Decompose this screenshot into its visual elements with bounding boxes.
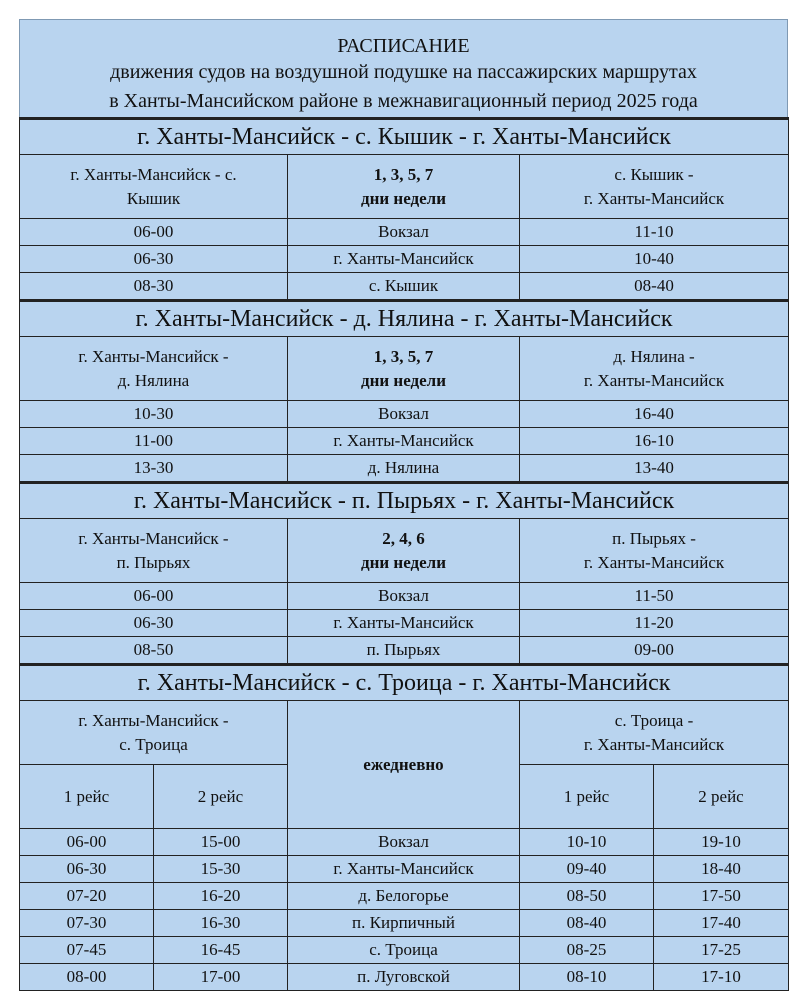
- return-time: 16-40: [520, 401, 789, 428]
- return-time: 08-40: [520, 273, 789, 301]
- departure-time: 08-30: [20, 273, 288, 301]
- table-row: [20, 610, 789, 637]
- route-title: г. Ханты-Мансийск - п. Пырьях - г. Ханты-Мансийск: [20, 483, 789, 519]
- table-row: [20, 964, 789, 991]
- schedule-table: [19, 117, 789, 991]
- days-header: 1, 3, 5, 7 дни недели: [288, 155, 520, 219]
- stop-name: г. Ханты-Мансийск: [288, 856, 520, 883]
- return-time: 18-40: [654, 856, 789, 883]
- return-time: 10-10: [520, 829, 654, 856]
- return-direction-header: д. Нялина - г. Ханты-Мансийск: [520, 337, 789, 401]
- departure-time: 10-30: [20, 401, 288, 428]
- departure-time: 17-00: [154, 964, 288, 991]
- departure-time: 06-30: [20, 610, 288, 637]
- return-time: 17-25: [654, 937, 789, 964]
- trip-1-header: 1 рейс: [20, 765, 154, 829]
- stop-name: Вокзал: [288, 401, 520, 428]
- return-time: 17-10: [654, 964, 789, 991]
- forward-direction-header: г. Ханты-Мансийск - с. Троица: [20, 701, 288, 765]
- route-title: г. Ханты-Мансийск - с. Кышик - г. Ханты-Мансийск: [20, 119, 789, 155]
- stop-name: п. Кирпичный: [288, 910, 520, 937]
- trip-2-header: 2 рейс: [154, 765, 288, 829]
- route-title: г. Ханты-Мансийск - с. Троица - г. Ханты-Мансийск: [20, 665, 789, 701]
- days-header: 2, 4, 6 дни недели: [288, 519, 520, 583]
- route-column-headers: [20, 155, 789, 219]
- return-time: 13-40: [520, 455, 789, 483]
- stop-name: г. Ханты-Мансийск: [288, 428, 520, 455]
- return-direction-header: п. Пырьях - г. Ханты-Мансийск: [520, 519, 789, 583]
- return-time: 08-10: [520, 964, 654, 991]
- departure-time: 11-00: [20, 428, 288, 455]
- schedule-title: РАСПИСАНИЕ: [337, 35, 470, 57]
- departure-time: 06-00: [20, 829, 154, 856]
- table-row: [20, 937, 789, 964]
- forward-direction-header: г. Ханты-Мансийск - п. Пырьях: [20, 519, 288, 583]
- table-row: [20, 910, 789, 937]
- return-time: 10-40: [520, 246, 789, 273]
- forward-direction-header: г. Ханты-Мансийск - д. Нялина: [20, 337, 288, 401]
- stop-name: п. Пырьях: [288, 637, 520, 665]
- trip-2-header: 2 рейс: [654, 765, 789, 829]
- departure-time: 07-20: [20, 883, 154, 910]
- departure-time: 13-30: [20, 455, 288, 483]
- departure-time: 08-00: [20, 964, 154, 991]
- stop-name: с. Кышик: [288, 273, 520, 301]
- departure-time: 06-00: [20, 219, 288, 246]
- table-row: [20, 829, 789, 856]
- departure-time: 06-30: [20, 246, 288, 273]
- route-column-headers: [20, 519, 789, 583]
- return-time: 11-50: [520, 583, 789, 610]
- stop-name: д. Нялина: [288, 455, 520, 483]
- table-row: [20, 401, 789, 428]
- table-row: [20, 428, 789, 455]
- departure-time: 16-45: [154, 937, 288, 964]
- stop-name: п. Луговской: [288, 964, 520, 991]
- table-row: [20, 583, 789, 610]
- departure-time: 07-45: [20, 937, 154, 964]
- return-time: 08-50: [520, 883, 654, 910]
- stop-name: д. Белогорье: [288, 883, 520, 910]
- table-row: [20, 455, 789, 483]
- schedule-sheet: [19, 19, 788, 986]
- table-row: [20, 246, 789, 273]
- return-direction-header: с. Кышик - г. Ханты-Мансийск: [520, 155, 789, 219]
- trip-1-header: 1 рейс: [520, 765, 654, 829]
- return-time: 09-40: [520, 856, 654, 883]
- return-time: 08-40: [520, 910, 654, 937]
- table-row: [20, 856, 789, 883]
- return-time: 09-00: [520, 637, 789, 665]
- stop-name: г. Ханты-Мансийск: [288, 610, 520, 637]
- route-column-headers: [20, 337, 789, 401]
- days-header: ежедневно: [288, 701, 520, 829]
- departure-time: 15-00: [154, 829, 288, 856]
- schedule-header: [19, 19, 788, 117]
- return-time: 17-40: [654, 910, 789, 937]
- table-row: [20, 883, 789, 910]
- stop-name: г. Ханты-Мансийск: [288, 246, 520, 273]
- table-row: [20, 637, 789, 665]
- return-time: 11-10: [520, 219, 789, 246]
- departure-time: 16-30: [154, 910, 288, 937]
- table-row: [20, 273, 789, 301]
- forward-direction-header: г. Ханты-Мансийск - с. Кышик: [20, 155, 288, 219]
- route-title: г. Ханты-Мансийск - д. Нялина - г. Ханты-Мансийск: [20, 301, 789, 337]
- schedule-subtitle-line1: движения судов на воздушной подушке на пассажирских маршрутах: [110, 61, 697, 83]
- stop-name: Вокзал: [288, 829, 520, 856]
- days-header: 1, 3, 5, 7 дни недели: [288, 337, 520, 401]
- table-row: [20, 219, 789, 246]
- return-time: 16-10: [520, 428, 789, 455]
- return-direction-header: с. Троица - г. Ханты-Мансийск: [520, 701, 789, 765]
- departure-time: 06-00: [20, 583, 288, 610]
- return-time: 19-10: [654, 829, 789, 856]
- departure-time: 07-30: [20, 910, 154, 937]
- stop-name: с. Троица: [288, 937, 520, 964]
- return-time: 11-20: [520, 610, 789, 637]
- return-time: 17-50: [654, 883, 789, 910]
- stop-name: Вокзал: [288, 583, 520, 610]
- departure-time: 08-50: [20, 637, 288, 665]
- route-column-headers: [20, 701, 789, 765]
- return-time: 08-25: [520, 937, 654, 964]
- departure-time: 06-30: [20, 856, 154, 883]
- schedule-subtitle-line2: в Ханты-Мансийском районе в межнавигационный период 2025 года: [109, 90, 698, 112]
- stop-name: Вокзал: [288, 219, 520, 246]
- departure-time: 15-30: [154, 856, 288, 883]
- departure-time: 16-20: [154, 883, 288, 910]
